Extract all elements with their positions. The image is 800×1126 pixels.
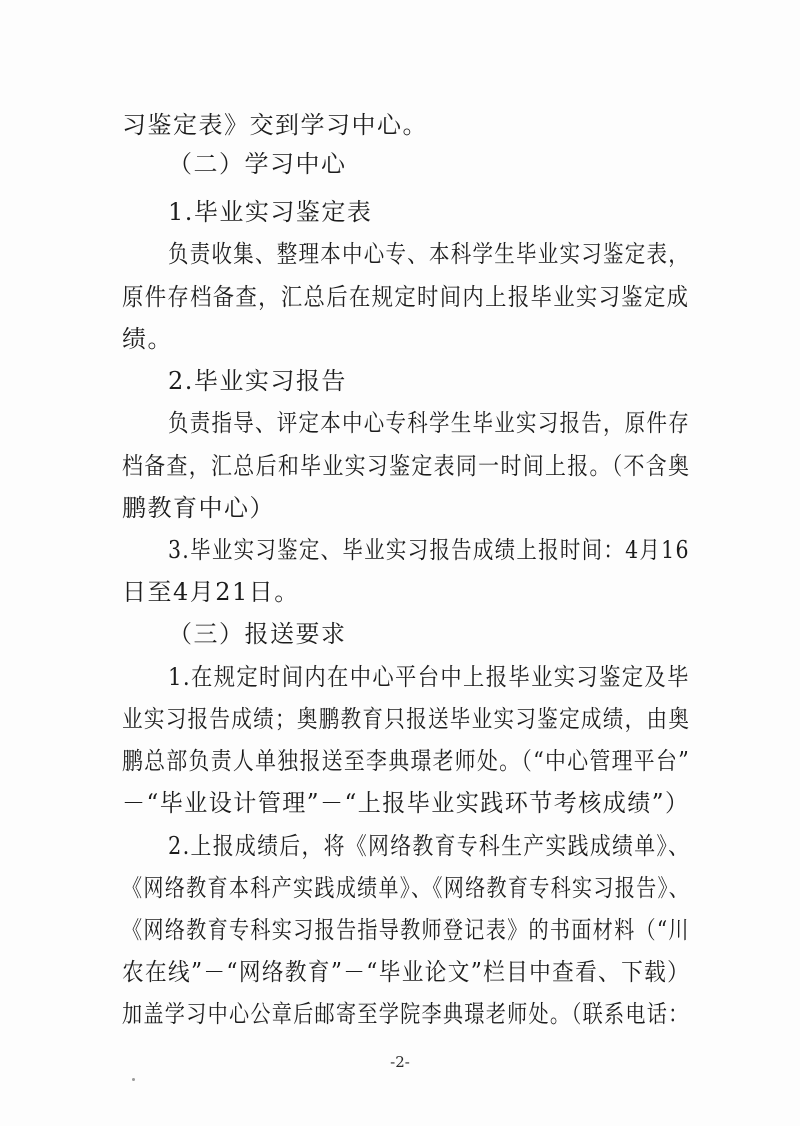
text-line: 3.毕业实习鉴定、毕业实习报告成绩上报时间：4月16: [168, 536, 690, 564]
text-line: －“毕业设计管理”－“上报毕业实践环节考核成绩”）: [122, 789, 690, 817]
item-heading: 1.毕业实习鉴定表: [168, 198, 373, 226]
text-line: 《网络教育专科实习报告指导教师登记表》的书面材料（“川: [122, 916, 690, 944]
text-line: 绩。: [122, 325, 173, 353]
text-line: 鹏教育中心）: [122, 494, 275, 522]
text-line: 加盖学习中心公章后邮寄至学院李典璟老师处。（联系电话：: [122, 1000, 690, 1028]
text-line: 原件存档备查，汇总后在规定时间内上报毕业实习鉴定成: [122, 283, 690, 311]
scan-speck: [132, 1078, 135, 1081]
text-line: 业实习报告成绩；奥鹏教育只报送毕业实习鉴定成绩，由奥: [122, 705, 691, 733]
text-line: 《网络教育本科产实践成绩单》、《网络教育专科实习报告》、: [122, 874, 691, 902]
text-line: 负责指导、评定本中心专科学生毕业实习报告，原件存: [168, 409, 691, 437]
section-heading: （三）报送要求: [168, 620, 347, 648]
text-line: 习鉴定表》交到学习中心。: [122, 111, 428, 139]
text-line: 1.在规定时间内在中心平台中上报毕业实习鉴定及毕: [168, 663, 690, 691]
text-line: 负责收集、整理本中心专、本科学生毕业实习鉴定表，: [168, 240, 691, 268]
text-line: 2.上报成绩后，将《网络教育专科生产实践成绩单》、: [168, 832, 691, 860]
text-line: 鹏总部负责人单独报送至李典璟老师处。（“中心管理平台”: [122, 747, 691, 775]
text-line: 农在线”－“网络教育”－“毕业论文”栏目中查看、下载）: [122, 958, 691, 986]
section-heading: （二）学习中心: [168, 150, 347, 178]
text-line: 日至4月21日。: [122, 578, 300, 606]
page-number: -2-: [390, 1053, 410, 1071]
text-line: 档备查，汇总后和毕业实习鉴定表同一时间上报。（不含奥: [122, 452, 691, 480]
item-heading: 2.毕业实习报告: [168, 367, 347, 395]
